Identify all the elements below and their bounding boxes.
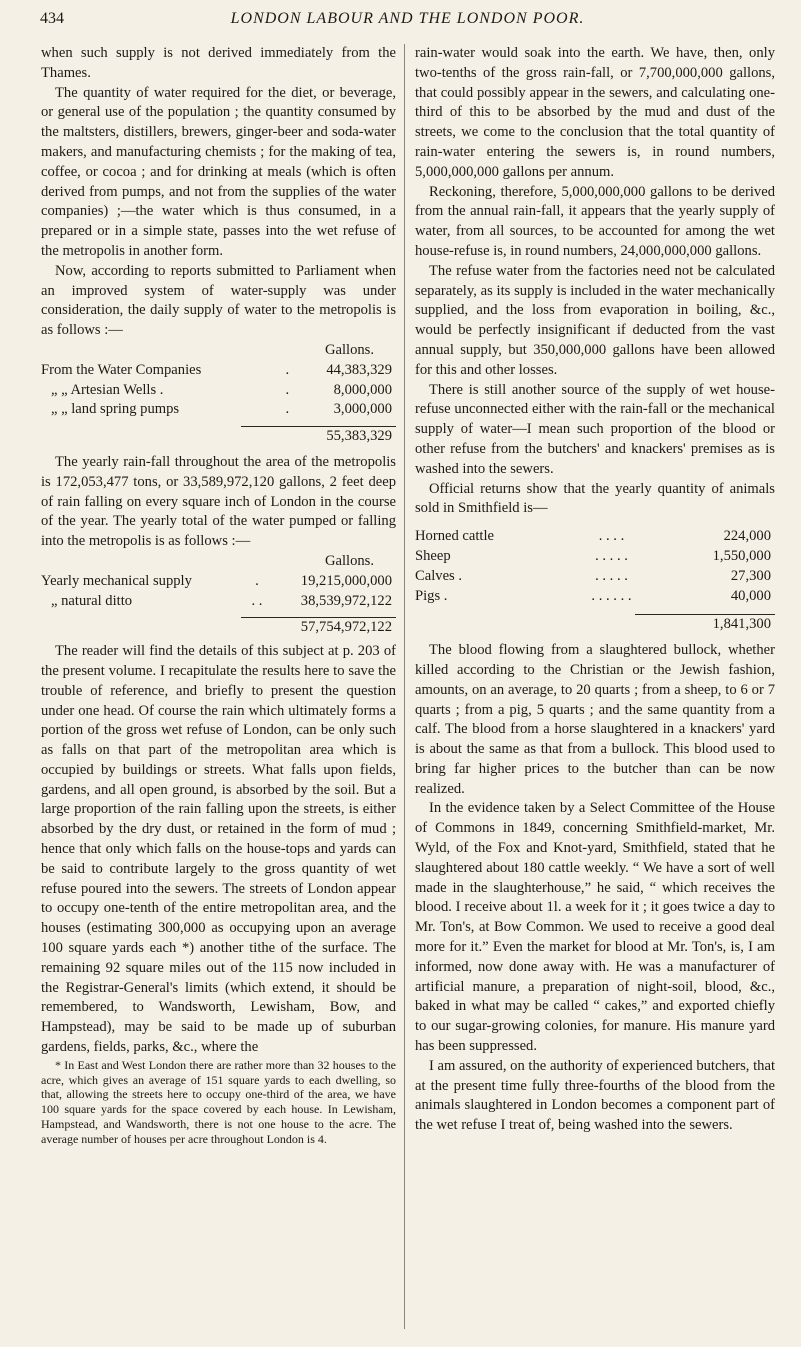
row-label: Sheep xyxy=(415,547,451,564)
paragraph: There is still another source of the supply of wet house-refuse unconnected either with the rain-fall or the mechanical supply of water—I mean such proportion of the blood or other refuse from the butchers' and knackers' premises as is washed into the sewers. xyxy=(415,381,775,477)
paragraph: The yearly rain-fall throughout the area of the metropolis is 172,053,477 tons, or 33,589,972,120 gallons, 2 feet deep of rain falling on every square inch of London in the course of the year. The yearly total of the water pumped or falling into the metropolis is as follows :— xyxy=(41,453,396,550)
paragraph: I am assured, on the authority of experienced butchers, that at the present time fully three-fourths of the blood from the animals slaughtered in London becomes a component part of the wet refuse I treat of, being washed into the sewers. xyxy=(415,1057,775,1134)
row-value: 224,000 xyxy=(723,528,771,545)
row-label: „ „ land spring pumps xyxy=(51,401,180,418)
row-value: 38,539,972,122 xyxy=(300,592,392,609)
table-row xyxy=(41,381,396,401)
row-value: 8,000,000 xyxy=(333,381,392,398)
leader-dots: . . . . . xyxy=(595,547,628,564)
paragraph: The blood flowing from a slaughtered bullock, whether killed according to the Christian or the Jewish fashion, amounts, on an average, to 20 quarts ; from a sheep, to 6 or 7 quarts ; from a pig, 5 quarts ; and the same quantity from a calf. The blood from a horse slaughtered in a knackers' yard is about the same as that from a bullock. This blood used to bring far higher prices to the butcher than can be now realized. xyxy=(415,642,775,797)
table-total: 1,841,300 xyxy=(635,614,775,635)
table-row xyxy=(415,567,775,587)
row-value: 40,000 xyxy=(730,587,771,604)
paragraph: Reckoning, therefore, 5,000,000,000 gallons to be derived from the annual rain-fall, it appears that the yearly supply of water, from all sources, to be accounted for among the wet house-refuse is, in round numbers, 24,000,000,000 gallons. xyxy=(415,183,775,259)
row-value: 44,383,329 xyxy=(326,361,392,378)
leader-dots: . . . . xyxy=(598,528,625,545)
right-column xyxy=(415,44,775,1136)
paragraph: In the evidence taken by a Select Committee of the House of Commons in 1849, concerning Smithfield-market, Mr. Wyld, of the Fox and Knot-yard, Smithfield, stated that he slaughtered about 180 cattle weekly. “ We have a sort of well made in the slaughterhouse,” he said, “ which receives the blood. I receive about 1l. a week for it ; it goes twice a day to Mr. Ton's, at Bow Common. We used to receive a good deal more for it.” Even the market for blood at Mr. Ton's, is, I am informed, now done away with. He was a manufacturer of artificial manure, a preparation of night-soil, blood, &c., baked in what may be called “ cakes,” and exported chiefly to our sugar-growing colonies, for manure. His manure yard has been suppressed. xyxy=(415,800,775,1055)
daily-water-supply-table xyxy=(41,361,396,420)
row-value: 3,000,000 xyxy=(333,401,392,418)
column-divider xyxy=(404,44,405,1329)
table-row xyxy=(415,527,775,547)
table-row xyxy=(41,572,396,592)
row-label: Horned cattle xyxy=(415,528,495,545)
paragraph: rain-water would soak into the earth. We have, then, only two-tenths of the gross rain-fall, or 7,700,000,000 gallons, that could possibly appear in the sewers, and calculating one-third of this to be absorbed by the mud and dust of the streets, we come to the conclusion that the total quantity of rain-water entering the sewers is, in round numbers, 5,000,000,000 gallons per annum. xyxy=(415,45,775,180)
row-label: Yearly mechanical supply xyxy=(41,572,192,589)
row-label: From the Water Companies xyxy=(41,361,202,378)
paragraph: Now, according to reports submitted to Parliament when an improved system of water-supply was under consideration, the daily supply of water to the metropolis is as follows :— xyxy=(41,262,396,339)
table-total: 55,383,329 xyxy=(241,426,396,447)
row-value: 27,300 xyxy=(730,567,771,584)
paragraph: The refuse water from the factories need not be calculated separately, as its supply is included in the water mechanically supplied, and the loss from evaporation in boiling, &c., would be perfectly insignificant if deducted from the vast annual supply, but 350,000,000 gallons have been allowed for this and other losses. xyxy=(415,262,775,378)
row-label: Pigs . xyxy=(415,587,448,604)
leader-dots: . xyxy=(285,381,290,398)
footnote: * In East and West London there are rather more than 32 houses to the acre, which gives an average of 151 square yards to each dwelling, so that, allowing the streets here to occupy one-third of the area, we have 100 square yards for the space covered by each house. In Lewisham, Hampstead, and Wandsworth, there is not one house to the acre. The average number of houses per acre throughout London is 4. xyxy=(41,1057,396,1146)
left-column xyxy=(41,44,396,1147)
row-value: 1,550,000 xyxy=(712,547,771,564)
page-number: 434 xyxy=(40,10,64,27)
row-label: Calves . xyxy=(415,567,463,584)
table-row xyxy=(415,587,775,607)
row-value: 19,215,000,000 xyxy=(300,572,392,589)
table-unit-header: Gallons. xyxy=(324,552,374,569)
leader-dots: . xyxy=(285,401,290,418)
leader-dots: . xyxy=(285,361,290,378)
table-row xyxy=(41,592,396,612)
smithfield-animals-table xyxy=(415,527,775,606)
table-row xyxy=(415,547,775,567)
paragraph: The quantity of water required for the diet, or beverage, or general use of the population ; the quantity consumed by the maltsters, distillers, brewers, ginger-beer and soda-water makers, and manufacturing chemists ; for the making of tea, coffee, or cocoa ; and for drinking at meals (which is often derived from pumps, and not from the supplies of the water companies) ;—the water which is thus consumed, in a prepared or in a simple state, passes into the wet refuse of the metropolis in another form. xyxy=(41,84,396,259)
leader-dots: . . . . . xyxy=(595,567,628,584)
leader-dots: . . xyxy=(251,592,263,609)
row-label: „ „ Artesian Wells . xyxy=(51,381,164,398)
yearly-water-table xyxy=(41,572,396,612)
paragraph: Official returns show that the yearly quantity of animals sold in Smithfield is— xyxy=(415,480,775,517)
page-header xyxy=(40,10,775,36)
paragraph: when such supply is not derived immediately from the Thames. xyxy=(41,45,396,81)
leader-dots: . xyxy=(255,572,259,589)
table-total: 57,754,972,122 xyxy=(241,617,396,638)
table-row xyxy=(41,400,396,420)
row-label: „ natural ditto xyxy=(51,592,133,609)
table-row xyxy=(41,361,396,381)
leader-dots: . . . . . . xyxy=(591,587,632,604)
running-title: LONDON LABOUR AND THE LONDON POOR. xyxy=(230,10,585,27)
table-unit-header: Gallons. xyxy=(324,341,374,358)
paragraph: The reader will find the details of this subject at p. 203 of the present volume. I recapitulate the results here to save the trouble of reference, and briefly to present the question under one head. Of course the rain which ultimately forms a portion of the gross wet refuse of London, can be only such as falls on that part of the metropolitan area which is occupied by buildings or streets. What falls upon fields, gardens, and all open ground, is absorbed by the soil. But a large proportion of the rain falling upon the streets, is either absorbed by the dry dust, or retained in the form of mud ; hence that only which falls on the house-tops and yards can be said to contribute largely to the gross quantity of wet refuse poured into the sewers. The streets of London appear to occupy one-tenth of the entire metropolitan area, and the houses (estimating 300,000 as occupying upon an average 100 square yards each *) another tithe of the surface. The remaining 92 square miles out of the 115 now included in the Registrar-General's limits (which extend, it should be remembered, to Wandsworth, Lewisham, Bow, and Hampstead), may be said to be made up of suburban gardens, fields, parks, &c., where the xyxy=(41,643,396,1056)
